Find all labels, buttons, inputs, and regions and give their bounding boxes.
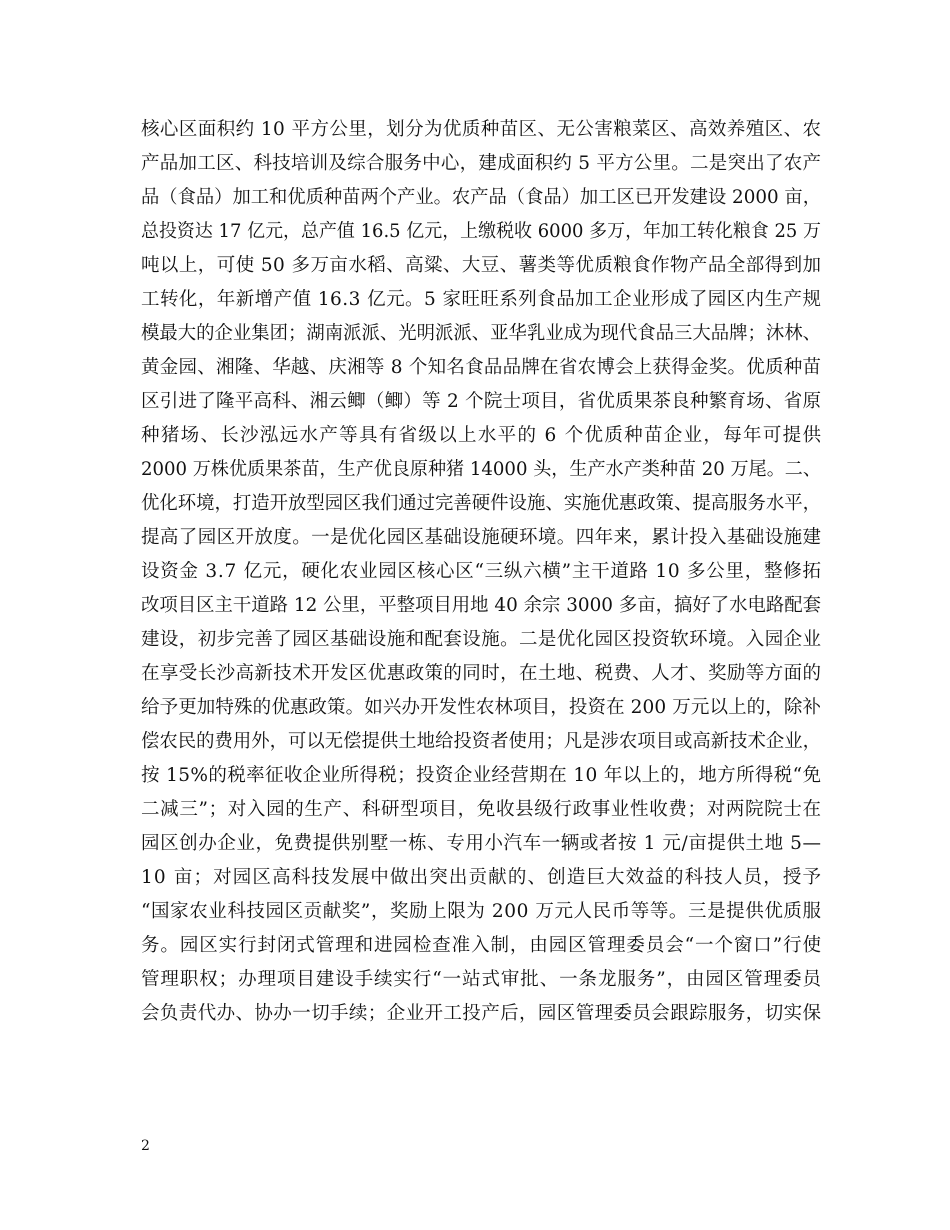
text-line: 设资金 3.7 亿元，硬化农业园区核心区“三纵六横”主干道路 10 多公里，整修拓	[141, 561, 822, 582]
text-line: 优化环境，打造开放型园区我们通过完善硬件设施、实施优惠政策、提高服务水平，	[141, 493, 821, 514]
text-line: 会负责代办、协办一切手续；企业开工投产后，园区管理委员会跟踪服务，切实保	[141, 1003, 822, 1024]
text-line: 工转化，年新增产值 16.3 亿元。5 家旺旺系列食品加工企业形成了园区内生产规	[141, 289, 822, 310]
page-number: 2	[141, 1138, 150, 1154]
text-line: 给予更加特殊的优惠政策。如兴办开发性农林项目，投资在 200 万元以上的，除补	[141, 697, 822, 718]
text-line: 产品加工区、科技培训及综合服务中心，建成面积约 5 平方公里。二是突出了农产	[141, 153, 822, 174]
text-line: “国家农业科技园区贡献奖”，奖励上限为 200 万元人民币等等。三是提供优质服	[141, 901, 822, 922]
text-line: 管理职权；办理项目建设手续实行“一站式审批、一条龙服务”，由园区管理委员	[141, 969, 822, 990]
text-line: 偿农民的费用外，可以无偿提供土地给投资者使用；凡是涉农项目或高新技术企业，	[141, 731, 821, 752]
text-line: 务。园区实行封闭式管理和进园检查准入制，由园区管理委员会“一个窗口”行使	[141, 935, 822, 956]
text-line: 10 亩；对园区高科技发展中做出突出贡献的、创造巨大效益的科技人员，授予	[141, 867, 823, 888]
text-line: 在享受长沙高新技术开发区优惠政策的同时，在土地、税费、人才、奖励等方面的	[141, 663, 822, 684]
text-line: 2000 万株优质果茶苗，生产优良原种猪 14000 头，生产水产类种苗 20 万尾。二、	[141, 459, 821, 480]
text-line: 模最大的企业集团；湖南派派、光明派派、亚华乳业成为现代食品三大品牌；沐林、	[141, 323, 821, 344]
text-line: 黄金园、湘隆、华越、庆湘等 8 个知名食品品牌在省农博会上获得金奖。优质种苗	[141, 357, 822, 378]
text-line: 吨以上，可使 50 多万亩水稻、高粱、大豆、薯类等优质粮食作物产品全部得到加	[141, 255, 822, 276]
text-line: 园区创办企业，免费提供别墅一栋、专用小汽车一辆或者按 1 元/亩提供土地 5—	[141, 833, 822, 854]
text-line: 建设，初步完善了园区基础设施和配套设施。二是优化园区投资软环境。入园企业	[141, 629, 822, 650]
text-line: 种猪场、长沙泓远水产等具有省级以上水平的 6 个优质种苗企业，每年可提供	[141, 425, 823, 446]
text-line: 核心区面积约 10 平方公里，划分为优质种苗区、无公害粮菜区、高效养殖区、农	[141, 119, 822, 140]
text-line: 区引进了隆平高科、湘云鲫（鲫）等 2 个院士项目，省优质果茶良种繁育场、省原	[141, 391, 822, 412]
text-line: 提高了园区开放度。一是优化园区基础设施硬环境。四年来，累计投入基础设施建	[141, 527, 822, 548]
text-line: 总投资达 17 亿元，总产值 16.5 亿元，上缴税收 6000 多万，年加工转化粮食 25 万	[141, 221, 821, 242]
text-line: 二减三”；对入园的生产、科研型项目，免收县级行政事业性收费；对两院院士在	[141, 799, 822, 820]
text-line: 改项目区主干道路 12 公里，平整项目用地 40 余宗 3000 多亩，搞好了水电路配套	[141, 595, 821, 616]
text-line: 品（食品）加工和优质种苗两个产业。农产品（食品）加工区已开发建设 2000 亩，	[141, 187, 821, 208]
body-text	[141, 113, 821, 1031]
text-line: 按 15%的税率征收企业所得税；投资企业经营期在 10 年以上的，地方所得税“免	[141, 765, 822, 786]
